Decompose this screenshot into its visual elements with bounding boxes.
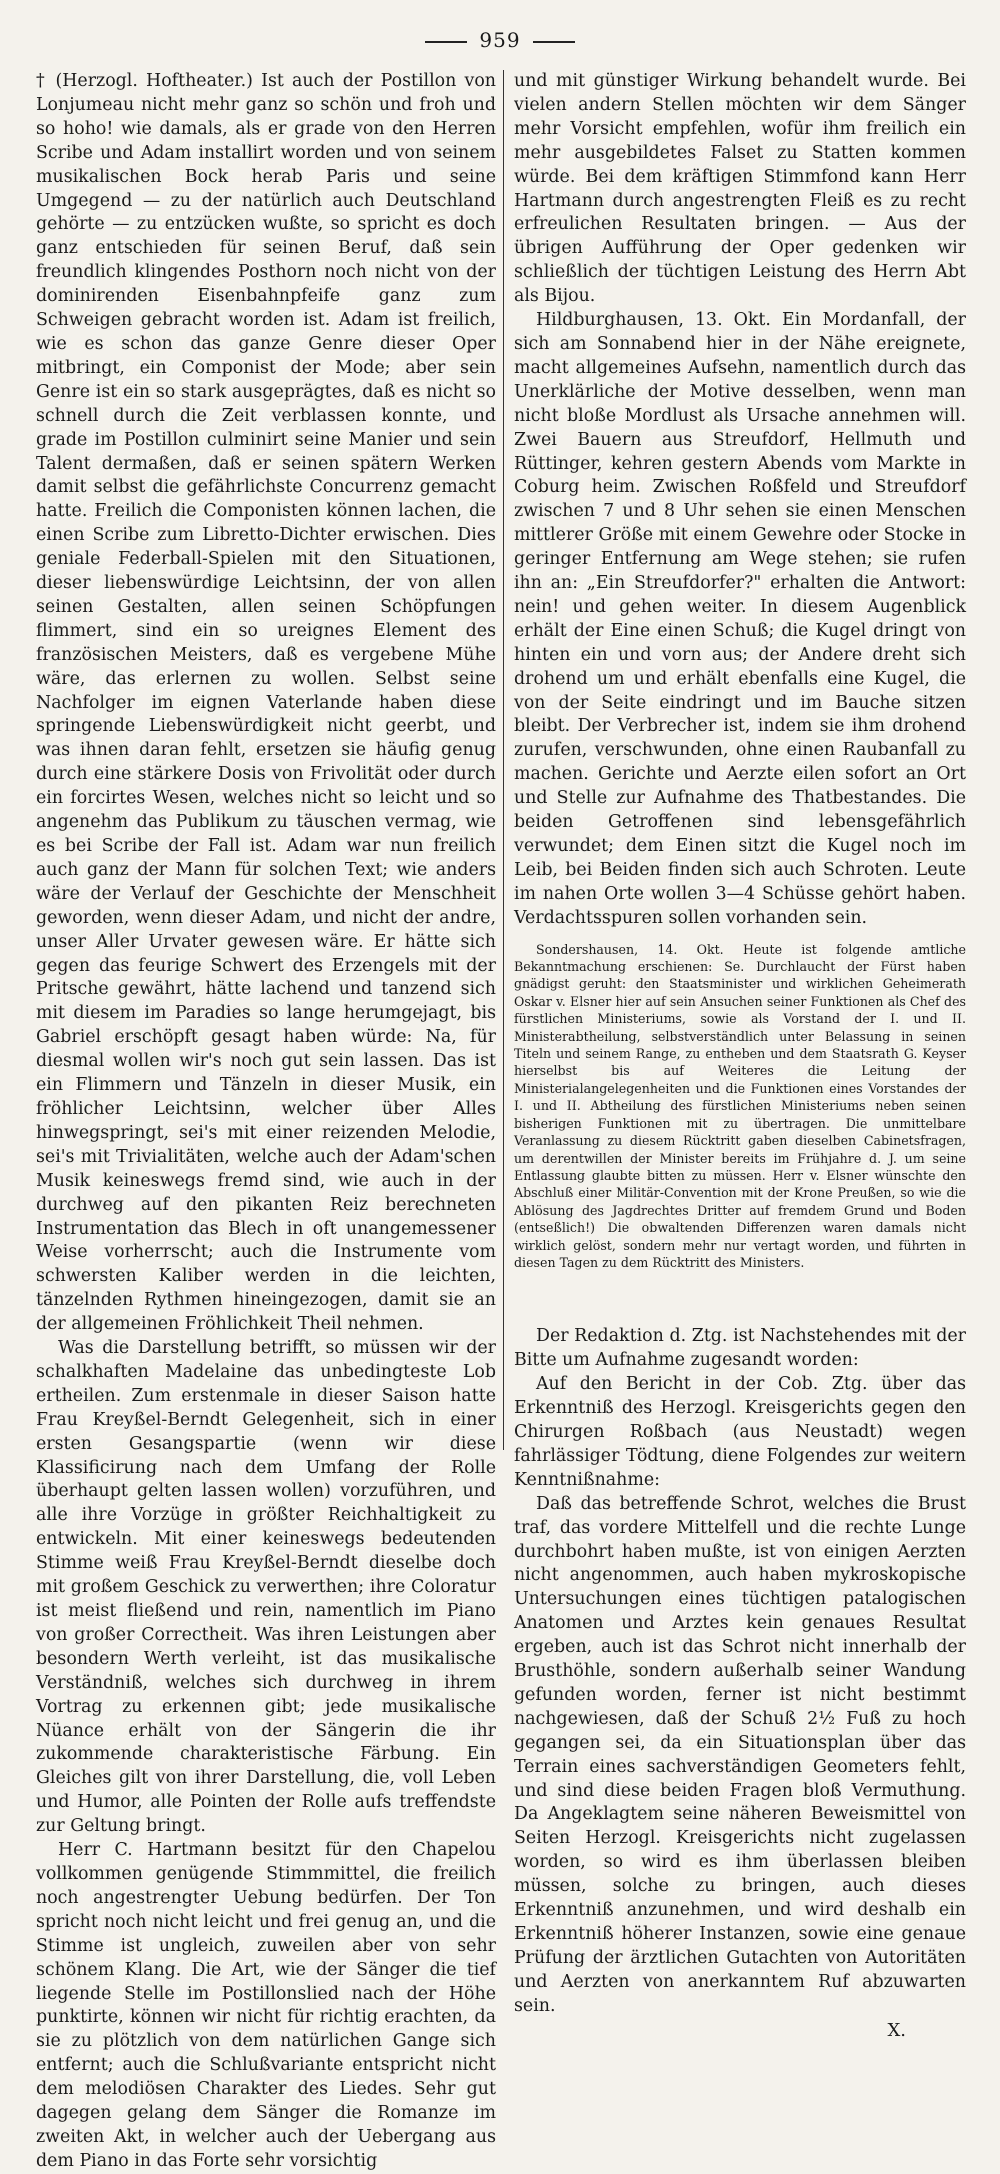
section-gap — [514, 1271, 966, 1325]
page-number: 959 — [479, 28, 521, 52]
article-hildburghausen: Hildburghausen, 13. Okt. Ein Mordanfall, der sich am Sonnabend hier in der Nähe ereignete, macht allgemeines Aufsehn, namentlich durch das Unerklärliche der Motive desselben, wenn man nicht bloße Mordlust als Ursache annehmen will. Zwei Bauern aus Streufdorf, Hellmuth und Rüttinger, kehren gestern Abends vom Markte in Coburg heim. Zwischen Roßfeld und Streufdorf zwischen 7 und 8 Uhr sehen sie einen Menschen mittlerer Größe mit einem Gewehre oder Stocke in geringer Entfernung am Wege stehen; sie rufen ihn an: „Ein Streufdorfer?" erhalten die Antwort: nein! und gehen weiter. In diesem Augenblick erhält der Eine einen Schuß; die Kugel dringt von hinten ein und vorn aus; der Andere dreht sich drohend um und erhält ebenfalls eine Kugel, die von der Seite eindringt und im Bauche sitzen bleibt. Der Verbrecher ist, indem sie ihm drohend zurufen, verschwunden, ohne einen Raubanfall zu machen. Gerichte und Aerzte eilen sofort an Ort und Stelle zur Aufnahme des Thatbestandes. Die beiden Getroffenen sind lebensgefährlich verwundet; dem Einen sitzt die Kugel noch im Leib, bei Beiden finden sich auch Schroten. Leute im nahen Orte wollen 3—4 Schüsse gehört haben. Verdachtsspuren sollen vorhanden sein. — [514, 310, 966, 928]
letter-intro: Auf den Bericht in der Cob. Ztg. über das Erkenntniß des Herzogl. Kreisgerichts gegen den Chirurgen Roßbach (aus Neustadt) wegen fahrlässiger Tödtung, diene Folgendes zur weitern Kenntnißnahme: — [514, 1374, 966, 1490]
right-column — [514, 70, 966, 2043]
paragraph-hartmann: Herr C. Hartmann besitzt für den Chapelou vollkommen genügende Stimmmittel, die freilich noch angestrengter Uebung bedürfen. Der Ton spricht noch nicht leicht und frei genug an, und die Stimme ist ungleich, zuweilen aber von sehr schönem Klang. Die Art, wie der Sänger die tief liegende Stelle im Postillonslied nach der Höhe punktirte, können wir nicht für richtig erachten, da sie zu plötzlich von dem natürlichen Gange sich entfernt; auch die Schlußvariante entspricht nicht dem melodiösen Charakter des Liedes. Sehr gut dagegen gelang dem Sänger die Romanze im zweiten Akt, in welcher auch der Uebergang aus dem Piano in das Forte sehr vorsichtig — [36, 1840, 496, 2171]
page-header — [0, 28, 1000, 52]
signature: X. — [887, 2019, 906, 2041]
article-hoftheater: † (Herzogl. Hoftheater.) Ist auch der Postillon von Lonjumeau nicht mehr ganz so schön und froh und so hoho! wie damals, als er grade von den Herren Scribe und Adam installirt worden und von seinem musikalischen Bock herab Paris und seine Umgegend — zu der natürlich auch Deutschland gehörte — zu entzücken wußte, so spricht es doch ganz entschieden für seinen Beruf, daß sein freundlich klingendes Posthorn noch nicht von der dominirenden Eisenbahnpfeife ganz zum Schweigen gebracht worden ist. Adam ist freilich, wie es schon das ganze Genre dieser Oper mitbringt, ein Componist der Mode; aber sein Genre ist ein so stark ausgeprägtes, daß es nicht so schnell durch die Zeit verblassen konnte, und grade im Postillon culminirt seine Manier und sein Talent dermaßen, daß er seinen spätern Werken damit selbst die gefährlichste Concurrenz gemacht hatte. Freilich die Componisten können lachen, die einen Scribe zum Libretto-Dichter erwischen. Dies geniale Federball-Spielen mit den Situationen, dieser liebenswürdige Leichtsinn, der von allen seinen Gestalten, allen seinen Schöpfungen flimmert, sind ein so ureignes Element des französischen Meisters, daß es vergebene Mühe wäre, das erlernen zu wollen. Selbst seine Nachfolger im eignen Vaterlande haben diese springende Liebenswürdigkeit nicht geerbt, und was ihnen daran fehlt, ersetzen sie häufig genug durch eine stärkere Dosis von Frivolität oder durch ein forcirtes Wesen, welches nicht so leicht und so angenehm das Publikum zu täuschen vermag, wie es bei Scribe der Fall ist. Adam war nun freilich auch ganz der Mann für solchen Text; wie anders wäre der Verlauf der Geschichte der Menschheit geworden, wenn dieser Adam, und nicht der andre, unser Aller Urvater gewesen wäre. Er hätte sich gegen das feurige Schwert des Erzengels mit der Pritsche gewährt, hätte lachend und tanzend sich mit diesem im Paradies so lange herumgejagt, bis Gabriel erschöpft gesagt haben würde: Na, für diesmal wollen wir's noch gut sein lassen. Das ist ein Flimmern und Tänzeln in dieser Musik, ein fröhlicher Leichtsinn, welcher über Alles hinwegspringt, sei's mit einer reizenden Melodie, sei's mit Trivialitäten, welche auch der Adam'schen Musik keineswegs fremd sind, wie auch in der durchweg auf den pikanten Reiz berechneten Instrumentation das Blech in oft unangemessener Weise vorherrscht; auch die Instrumente vom schwersten Kaliber werden in die leichten, tänzelnden Rythmen hineingezogen, damit sie an der allgemeinen Fröhlichkeit Theil nehmen. — [36, 71, 496, 1335]
left-column — [36, 70, 496, 2174]
header-rule-left — [425, 41, 467, 43]
letter-body: Daß das betreffende Schrot, welches die Brust traf, das vordere Mittelfell und die rechte Lunge durchbohrt haben mußte, ist von einigen Aerzten nicht angenommen, auch haben mykroskopische Untersuchungen eines tüchtigen patalogischen Anatomen und Arztes kein genaues Resultat ergeben, auch ist das Schrot nicht innerhalb der Brusthöhle, sondern außerhalb seiner Wandung gefunden worden, ferner ist nicht bestimmt nachgewiesen, daß der Schuß 2½ Fuß zu hoch gegangen sei, da ein Situationsplan über das Terrain eines sachverständigen Geometers fehlt, und sind diese beiden Fragen bloß Vermuthung. Da Angeklagtem seine näheren Beweismittel von Seiten Herzogl. Kreisgerichts nicht zugelassen worden, so wird es ihm überlassen bleiben müssen, solche zu bringen, auch dieses Erkenntniß anzunehmen, und wird deshalb ein Erkenntniß höherer Instanzen, sowie eine genaue Prüfung der ärztlichen Gutachten von Autoritäten und Aerzten von anerkanntem Ruf abzuwarten sein. — [514, 1493, 966, 2016]
article-sondershausen: Sondershausen, 14. Okt. Heute ist folgende amtliche Bekanntmachung erschienen: Se. Durchlaucht der Fürst haben gnädigst geruht: den Staatsminister und wirklichen Geheimerath Oskar v. Elsner hier auf sein Ansuchen seiner Funktionen als Chef des fürstlichen Ministeriums, sowie als Vorstand der I. und II. Ministerabtheilung, selbstverständlich unter Belassung in seinen Titeln und seinem Range, zu entheben und dem Staatsrath G. Keyser hierselbst bis auf Weiteres die Leitung der Ministerialangelegenheiten und die Funktionen eines Vorstandes der I. und II. Abtheilung des fürstlichen Ministeriums neben seinen bisherigen Funktionen mit zu übertragen. Die unmittelbare Veranlassung zu diesem Rücktritt gaben dieselben Cabinetsfragen, um derentwillen der Minister bereits im Frühjahre d. J. um seine Entlassung glaubte bitten zu müssen. Herr v. Elsner wünschte den Abschluß einer Militär-Convention mit der Krone Preußen, so wie die Ablösung des Jagdrechtes Dritter auf fremdem Grund und Boden (entseßlich!) Die obwaltenden Differenzen waren damals nicht wirklich gelöst, sondern mehr nur vertagt worden, und führten in diesen Tagen zu dem Rücktritt des Ministers. — [514, 941, 966, 1270]
paragraph-darstellung: Was die Darstellung betrifft, so müssen wir der schalkhaften Madelaine das unbedingteste Lob ertheilen. Zum erstenmale in dieser Saison hatte Frau Kreyßel-Berndt Gelegenheit, sich in einer ersten Gesangspartie (wenn wir diese Klassificirung nach dem Umfang der Rolle überhaupt gelten lassen wollen) vorzuführen, und alle ihre Vorzüge in größter Reichhaltigkeit zu entwickeln. Mit einer keineswegs bedeutenden Stimme weiß Frau Kreyßel-Berndt dieselbe doch mit großem Geschick zu verwerthen; ihre Coloratur ist meist fließend und rein, namentlich im Piano von großer Correctheit. Was ihren Leistungen aber besondern Werth verleiht, ist das musikalische Verständniß, welches sich durchweg in ihrem Vortrag zu erkennen gibt; jede musikalische Nüance erhält von der Sängerin die ihr zukommende charakteristische Färbung. Ein Gleiches gilt von ihrer Darstellung, die, voll Leben und Humor, alle Pointen der Rolle aufs treffendste zur Geltung bringt. — [36, 1338, 496, 1837]
paragraph-continuation: und mit günstiger Wirkung behandelt wurde. Bei vielen andern Stellen möchten wir dem Sänger mehr Vorsicht empfehlen, wofür ihm freilich ein mehr ausgebildetes Falset zu Statten kommen würde. Bei dem kräftigen Stimmfond kann Herr Hartmann durch angestrengten Fleiß es zu recht erfreulichen Resultaten bringen. — Aus der übrigen Aufführung der Oper gedenken wir schließlich der tüchtigen Leistung des Herrn Abt als Bijou. — [514, 71, 966, 307]
editorial-note: Der Redaktion d. Ztg. ist Nachstehendes mit der Bitte um Aufnahme zugesandt worden: — [514, 1326, 966, 1371]
header-rule-right — [533, 41, 575, 43]
column-divider — [503, 70, 504, 1450]
